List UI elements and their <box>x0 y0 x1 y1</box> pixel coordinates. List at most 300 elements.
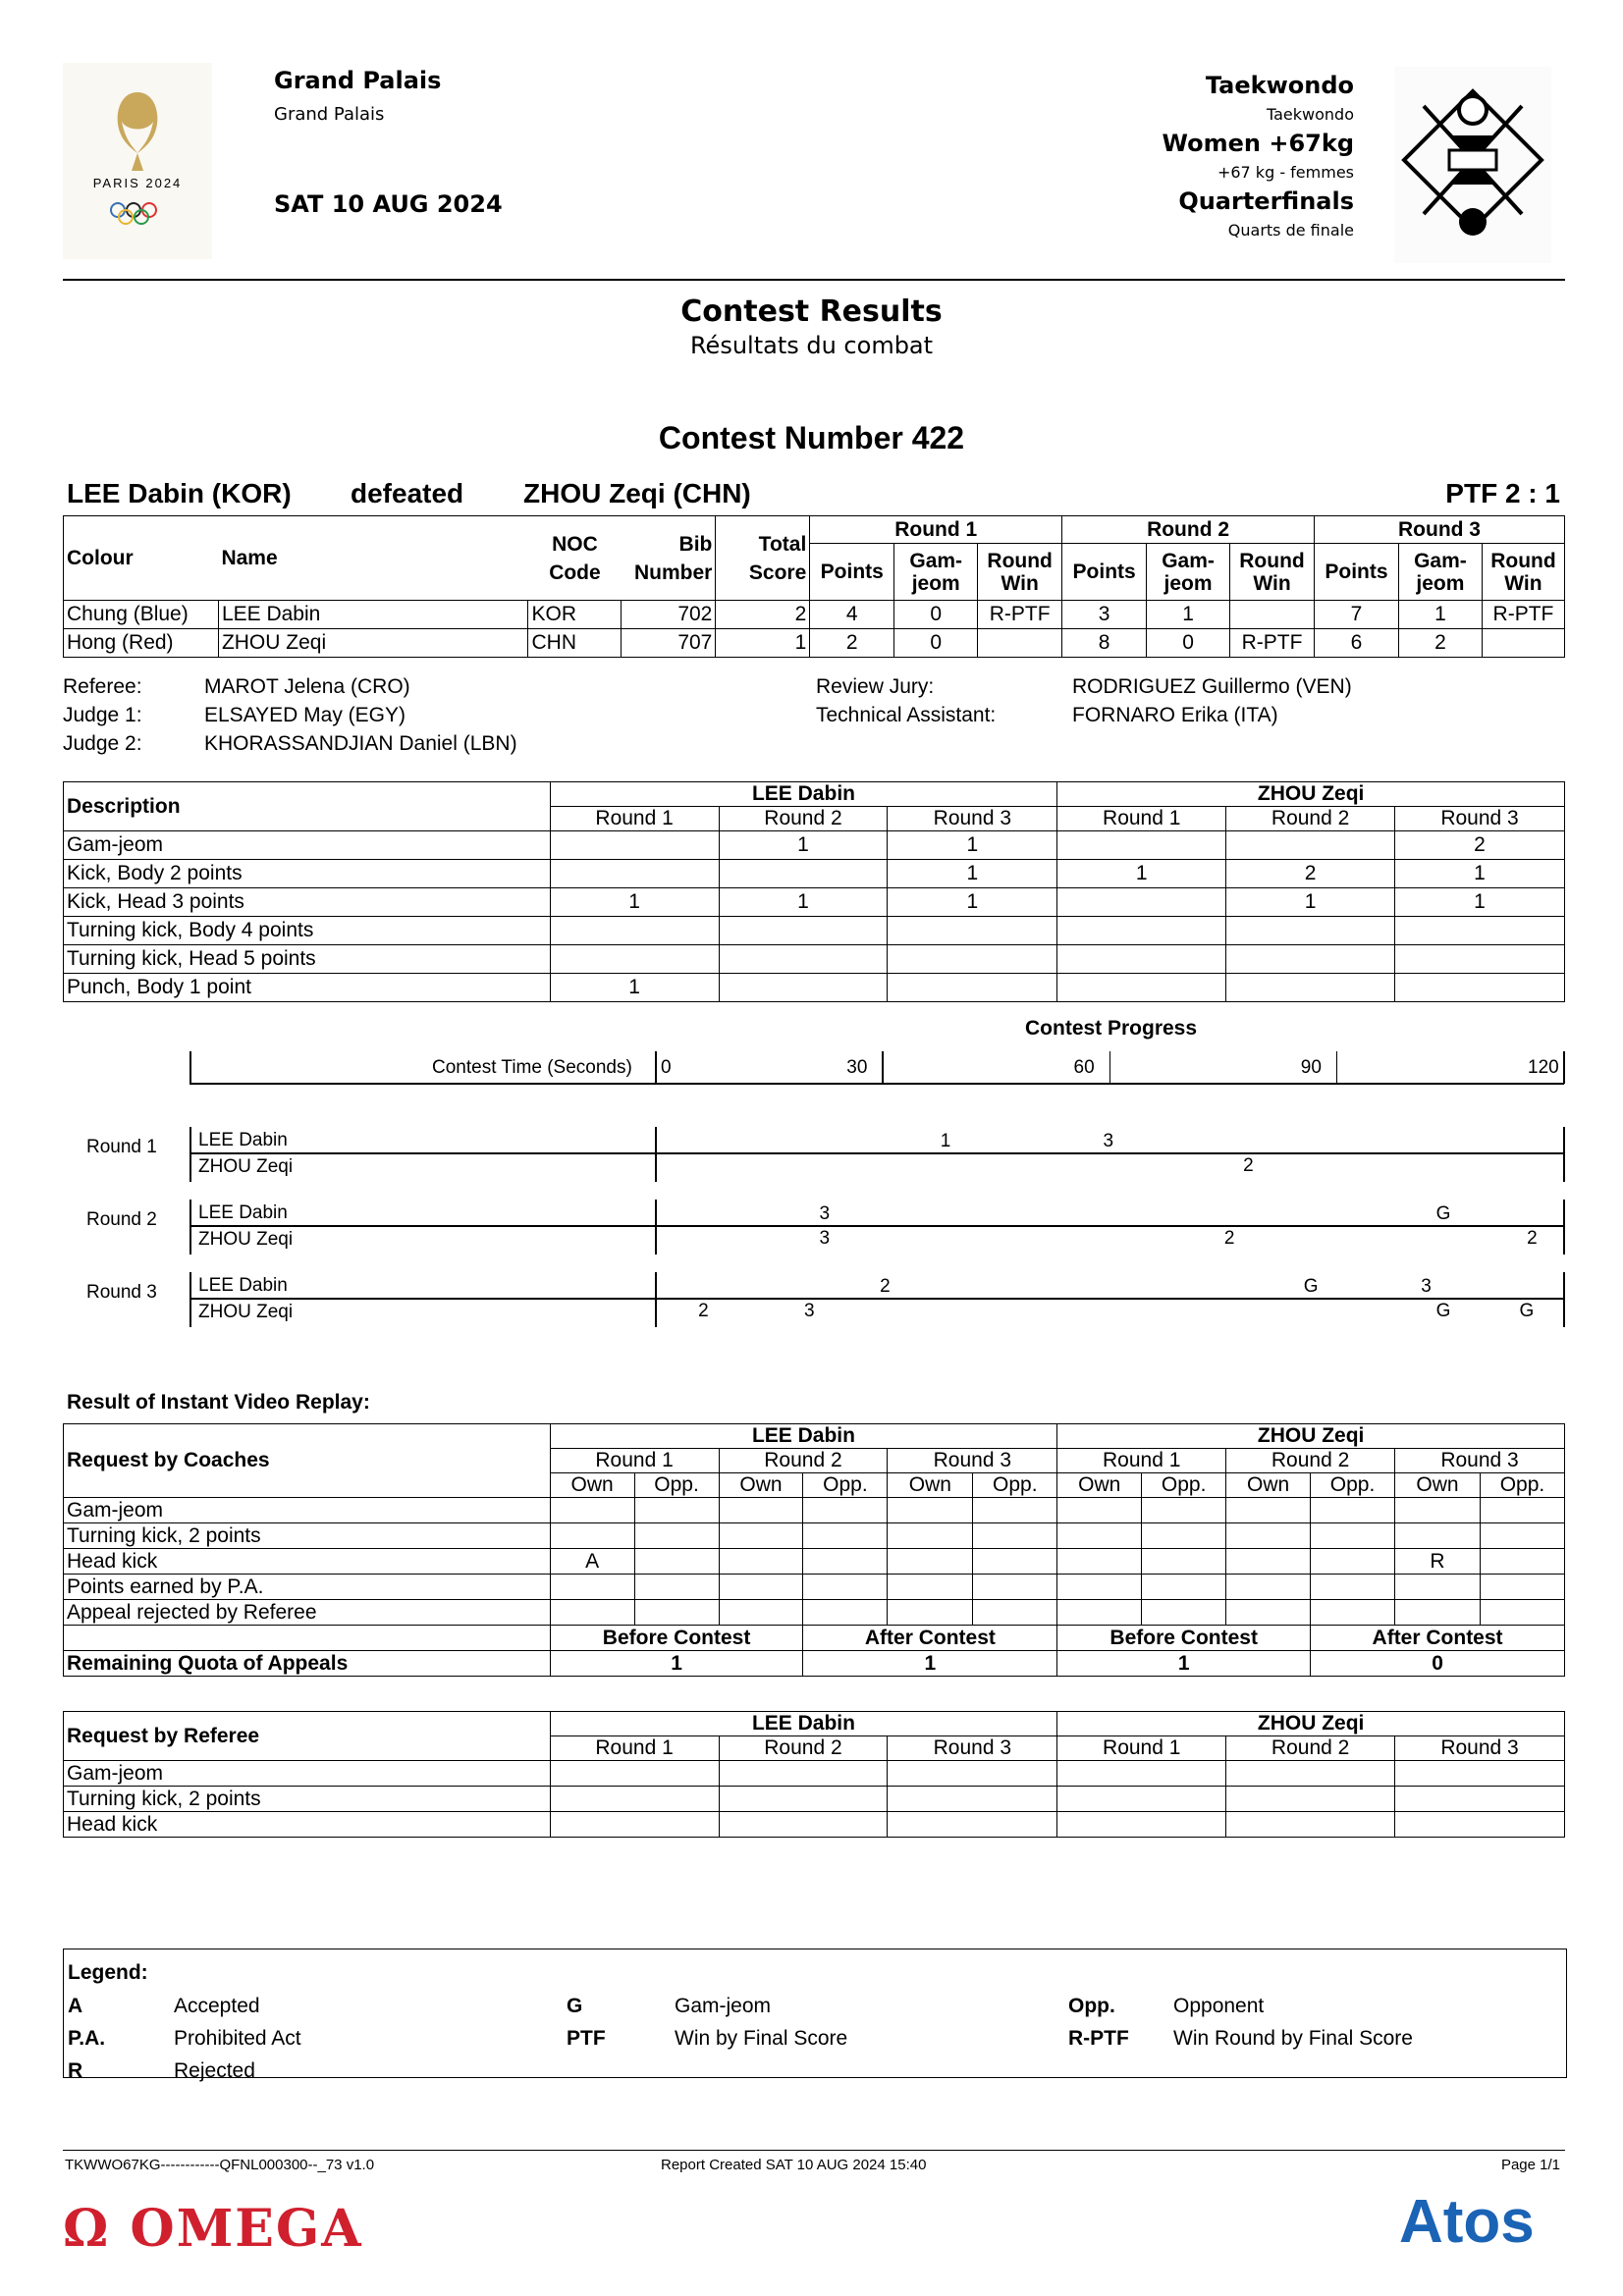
ref-cell <box>1057 1787 1226 1812</box>
ivr-cell <box>1142 1600 1226 1626</box>
ivr-row-label: Points earned by P.A. <box>64 1575 551 1600</box>
ivr-athlete2: ZHOU Zeqi <box>1057 1424 1565 1449</box>
ref-athlete2: ZHOU Zeqi <box>1057 1712 1565 1736</box>
desc-cell: 1 <box>888 888 1057 917</box>
ref-cell <box>1226 1761 1395 1787</box>
legend-key: A <box>68 1995 83 2017</box>
progress-tick-label: 120 <box>1528 1057 1559 1078</box>
ivr-cell <box>1057 1498 1142 1523</box>
page-title-fr: Résultats du combat <box>689 332 934 359</box>
cell-bib: 702 <box>622 601 716 629</box>
legend-value: Opponent <box>1173 1995 1265 2017</box>
desc-row-label: Turning kick, Head 5 points <box>64 945 551 974</box>
ivr-cell <box>1311 1523 1395 1549</box>
r1-gamjeom: Gam-jeom <box>894 544 978 601</box>
opp-header: Opp. <box>1480 1473 1564 1498</box>
judge2-label: Judge 2: <box>63 732 142 755</box>
phase-name: Quarterfinals <box>1178 187 1354 215</box>
progress-round-end <box>1563 1127 1565 1182</box>
ivr-a1-round1: Round 1 <box>550 1449 719 1473</box>
ivr-cell <box>1311 1498 1395 1523</box>
progress-tick-label: 30 <box>846 1057 868 1078</box>
progress-round-start <box>655 1272 657 1327</box>
legend-value: Win by Final Score <box>675 2027 848 2050</box>
progress-round-divider <box>189 1225 1564 1227</box>
progress-tick <box>1563 1051 1565 1084</box>
legend-value: Prohibited Act <box>174 2027 301 2050</box>
col-noc: NOC Code <box>528 516 622 601</box>
omega-logo: Ω OMEGA <box>63 2199 363 2259</box>
ivr-cell <box>1226 1523 1311 1549</box>
ivr-before-a1: Before Contest <box>550 1626 803 1651</box>
ivr-row <box>64 1575 1565 1600</box>
cell-r1p: 4 <box>810 601 894 629</box>
report-created: Report Created SAT 10 AUG 2024 15:40 <box>661 2157 927 2173</box>
cell-noc: KOR <box>528 601 622 629</box>
ref-cell <box>1395 1812 1565 1838</box>
ref-row-label: Gam-jeom <box>64 1761 551 1787</box>
page-number: Page 1/1 <box>1500 2157 1560 2173</box>
desc-athlete2: ZHOU Zeqi <box>1057 782 1565 807</box>
ivr-row-label: Head kick <box>64 1549 551 1575</box>
ref-a1-round3: Round 3 <box>888 1736 1057 1761</box>
ivr-cell <box>550 1575 634 1600</box>
r3-roundwin: Round Win <box>1482 544 1564 601</box>
ref-row-label: Turning kick, 2 points <box>64 1787 551 1812</box>
col-total: Total Score <box>716 516 810 601</box>
desc-a2-round2: Round 2 <box>1226 807 1395 831</box>
ref-row <box>64 1787 1565 1812</box>
ivr-cell <box>803 1575 888 1600</box>
opp-header: Opp. <box>634 1473 719 1498</box>
ref-cell <box>1057 1812 1226 1838</box>
ivr-cell <box>1480 1600 1564 1626</box>
desc-cell: 1 <box>888 860 1057 888</box>
col-bib: Bib Number <box>622 516 716 601</box>
referee-header: Request by Referee <box>64 1712 551 1761</box>
desc-cell: 1 <box>719 831 888 860</box>
ref-cell <box>1226 1787 1395 1812</box>
ivr-cell <box>1395 1523 1481 1549</box>
ivr-row-label: Turning kick, 2 points <box>64 1523 551 1549</box>
ivr-title: Result of Instant Video Replay: <box>67 1391 370 1414</box>
cell-r3p: 6 <box>1315 629 1399 658</box>
progress-axis-label: Contest Time (Seconds) <box>432 1057 632 1078</box>
ref-athlete1: LEE Dabin <box>550 1712 1057 1736</box>
col-colour: Colour <box>64 516 219 601</box>
cell-name: LEE Dabin <box>218 601 528 629</box>
ivr-cell <box>634 1549 719 1575</box>
final-result: PTF 2 : 1 <box>1445 478 1560 508</box>
own-header: Own <box>888 1473 973 1498</box>
tech-name: FORNARO Erika (ITA) <box>1072 704 1278 726</box>
footer-divider <box>63 2150 1565 2151</box>
desc-athlete1: LEE Dabin <box>550 782 1057 807</box>
ref-a2-round3: Round 3 <box>1395 1736 1565 1761</box>
own-header: Own <box>1226 1473 1311 1498</box>
progress-event-a1: G <box>1435 1203 1451 1224</box>
col-round2: Round 2 <box>1062 516 1315 544</box>
progress-athlete1: LEE Dabin <box>198 1275 288 1296</box>
ivr-cell <box>634 1523 719 1549</box>
event-date: SAT 10 AUG 2024 <box>274 190 503 218</box>
progress-round-left <box>189 1200 191 1255</box>
legend-key: R <box>68 2059 83 2082</box>
ivr-row <box>64 1600 1565 1626</box>
cell-r1g: 0 <box>894 601 978 629</box>
desc-cell: 1 <box>1395 888 1565 917</box>
ivr-cell <box>888 1575 973 1600</box>
ivr-cell <box>973 1498 1057 1523</box>
referee-name: MAROT Jelena (CRO) <box>204 675 410 698</box>
ivr-cell <box>888 1600 973 1626</box>
desc-a1-round2: Round 2 <box>719 807 888 831</box>
progress-tick <box>882 1051 884 1084</box>
progress-event-a2: G <box>1519 1301 1535 1321</box>
progress-round-left <box>189 1127 191 1182</box>
ivr-cell <box>1395 1600 1481 1626</box>
ivr-cell <box>1311 1600 1395 1626</box>
progress-axis-left <box>189 1051 191 1084</box>
coach-header: Request by Coaches <box>64 1424 551 1498</box>
ivr-a1-round3: Round 3 <box>888 1449 1057 1473</box>
ivr-cell <box>1057 1575 1142 1600</box>
r1-points: Points <box>810 544 894 601</box>
ref-cell <box>1057 1761 1226 1787</box>
ivr-row-label: Appeal rejected by Referee <box>64 1600 551 1626</box>
own-header: Own <box>550 1473 634 1498</box>
quota-value: 0 <box>1311 1651 1565 1677</box>
progress-tick-label: 90 <box>1300 1057 1322 1078</box>
cell-r2g: 0 <box>1147 629 1230 658</box>
progress-athlete2: ZHOU Zeqi <box>198 1302 294 1322</box>
progress-tick <box>1336 1051 1338 1084</box>
progress-event-a2: 3 <box>804 1301 815 1321</box>
legend-key: G <box>567 1995 583 2017</box>
ivr-cell <box>1226 1498 1311 1523</box>
ref-cell <box>1226 1812 1395 1838</box>
progress-tick-label: 60 <box>1073 1057 1095 1078</box>
ivr-cell <box>719 1498 803 1523</box>
ivr-cell <box>719 1575 803 1600</box>
ref-cell <box>719 1787 888 1812</box>
ref-cell <box>550 1761 719 1787</box>
ivr-cell <box>1057 1549 1142 1575</box>
ivr-cell <box>1311 1549 1395 1575</box>
phase-name-fr: Quarts de finale <box>1227 221 1354 240</box>
cell-r2g: 1 <box>1147 601 1230 629</box>
ivr-cell <box>1057 1523 1142 1549</box>
ivr-row <box>64 1523 1565 1549</box>
ivr-cell <box>1057 1600 1142 1626</box>
progress-athlete2: ZHOU Zeqi <box>198 1156 294 1177</box>
ivr-cell <box>550 1498 634 1523</box>
opp-header: Opp. <box>1142 1473 1226 1498</box>
ivr-cell <box>634 1575 719 1600</box>
r2-points: Points <box>1062 544 1147 601</box>
ivr-row-label: Gam-jeom <box>64 1498 551 1523</box>
cell-r3g: 2 <box>1398 629 1482 658</box>
ivr-cell <box>1142 1549 1226 1575</box>
progress-axis-baseline <box>189 1083 1564 1085</box>
ivr-cell <box>634 1600 719 1626</box>
winner-name: LEE Dabin (KOR) <box>67 478 292 508</box>
r2-gamjeom: Gam-jeom <box>1147 544 1230 601</box>
ivr-before-a2: Before Contest <box>1057 1626 1311 1651</box>
ivr-cell <box>1142 1523 1226 1549</box>
legend-value: Accepted <box>174 1995 260 2017</box>
legend-value: Win Round by Final Score <box>1173 2027 1413 2050</box>
desc-row-label: Turning kick, Body 4 points <box>64 917 551 945</box>
col-round3: Round 3 <box>1315 516 1565 544</box>
ivr-cell <box>803 1549 888 1575</box>
progress-round-divider <box>189 1152 1564 1154</box>
progress-event-a1: 1 <box>940 1131 951 1151</box>
progress-round-end <box>1563 1200 1565 1255</box>
quota-value: 1 <box>803 1651 1057 1677</box>
progress-athlete1: LEE Dabin <box>198 1202 288 1223</box>
ref-cell <box>888 1787 1057 1812</box>
progress-round-start <box>655 1200 657 1255</box>
cell-r2w: R-PTF <box>1230 629 1315 658</box>
legend-title: Legend: <box>68 1961 148 1984</box>
ref-cell <box>719 1812 888 1838</box>
ref-row <box>64 1761 1565 1787</box>
r1-roundwin: Round Win <box>978 544 1062 601</box>
referee-requests-table <box>63 1711 1565 1838</box>
ivr-cell <box>719 1523 803 1549</box>
ivr-after-a1: After Contest <box>803 1626 1057 1651</box>
ref-row-label: Head kick <box>64 1812 551 1838</box>
quota-value: 1 <box>550 1651 803 1677</box>
legend <box>63 1949 1567 2082</box>
ivr-athlete1: LEE Dabin <box>550 1424 1057 1449</box>
ivr-cell <box>888 1549 973 1575</box>
ref-a2-round2: Round 2 <box>1226 1736 1395 1761</box>
progress-tick <box>1109 1051 1111 1084</box>
cell-colour: Hong (Red) <box>64 629 219 658</box>
cell-colour: Chung (Blue) <box>64 601 219 629</box>
sport-name-fr: Taekwondo <box>1267 105 1354 124</box>
ivr-row <box>64 1549 1565 1575</box>
legend-value: Rejected <box>174 2059 255 2082</box>
legend-key: P.A. <box>68 2027 106 2050</box>
ivr-cell <box>1226 1549 1311 1575</box>
ivr-cell <box>1142 1575 1226 1600</box>
ivr-row <box>64 1498 1565 1523</box>
ivr-cell: A <box>550 1549 634 1575</box>
ivr-cell: R <box>1395 1549 1481 1575</box>
cell-r1g: 0 <box>894 629 978 658</box>
progress-event-a1: 2 <box>880 1276 891 1297</box>
ivr-cell <box>803 1498 888 1523</box>
quota-value: 1 <box>1057 1651 1311 1677</box>
ref-a1-round2: Round 2 <box>719 1736 888 1761</box>
ivr-cell <box>1226 1600 1311 1626</box>
legend-value: Gam-jeom <box>675 1995 772 2017</box>
opp-header: Opp. <box>973 1473 1057 1498</box>
ref-cell <box>719 1761 888 1787</box>
legend-key: Opp. <box>1068 1995 1115 2017</box>
ivr-cell <box>1480 1549 1564 1575</box>
ivr-cell <box>550 1600 634 1626</box>
desc-cell: 1 <box>550 974 719 1002</box>
progress-round-label: Round 2 <box>86 1209 157 1230</box>
omega-symbol-icon: Ω <box>63 2199 111 2259</box>
col-name: Name <box>218 516 528 601</box>
cell-bib: 707 <box>622 629 716 658</box>
ivr-cell <box>634 1498 719 1523</box>
outcome-verb: defeated <box>351 478 464 508</box>
ivr-cell <box>1395 1498 1481 1523</box>
cell-r2p: 3 <box>1062 601 1147 629</box>
progress-round-label: Round 3 <box>86 1282 157 1303</box>
judge2-name: KHORASSANDJIAN Daniel (LBN) <box>204 732 517 755</box>
desc-a2-round1: Round 1 <box>1057 807 1226 831</box>
sport-name: Taekwondo <box>1205 72 1354 99</box>
ref-cell <box>888 1812 1057 1838</box>
event-name-fr: +67 kg - femmes <box>1217 163 1354 182</box>
r3-gamjeom: Gam-jeom <box>1398 544 1482 601</box>
ivr-cell <box>1142 1498 1226 1523</box>
progress-round-end <box>1563 1272 1565 1327</box>
progress-athlete1: LEE Dabin <box>198 1130 288 1150</box>
progress-event-a1: 3 <box>819 1203 831 1224</box>
desc-a2-round3: Round 3 <box>1395 807 1565 831</box>
progress-event-a2: 2 <box>1223 1228 1235 1249</box>
venue-name-fr: Grand Palais <box>274 104 385 125</box>
ivr-cell <box>973 1575 1057 1600</box>
desc-header: Description <box>64 782 551 831</box>
cell-total: 2 <box>716 601 810 629</box>
desc-a1-round1: Round 1 <box>550 807 719 831</box>
desc-row-label: Kick, Body 2 points <box>64 860 551 888</box>
r3-points: Points <box>1315 544 1399 601</box>
col-round1: Round 1 <box>810 516 1062 544</box>
review-label: Review Jury: <box>816 675 935 698</box>
opp-header: Opp. <box>803 1473 888 1498</box>
ivr-cell <box>1480 1498 1564 1523</box>
progress-athlete2: ZHOU Zeqi <box>198 1229 294 1250</box>
progress-event-a2: 2 <box>1243 1155 1254 1176</box>
ivr-cell <box>973 1549 1057 1575</box>
progress-event-a2: 2 <box>1527 1228 1538 1249</box>
loser-name: ZHOU Zeqi (CHN) <box>523 478 751 508</box>
progress-tick <box>655 1051 657 1084</box>
ivr-cell <box>888 1498 973 1523</box>
ivr-a2-round1: Round 1 <box>1057 1449 1226 1473</box>
progress-event-a2: 2 <box>698 1301 709 1321</box>
cell-r2p: 8 <box>1062 629 1147 658</box>
progress-round-divider <box>189 1298 1564 1300</box>
cell-r1w: R-PTF <box>978 601 1062 629</box>
desc-row-label: Gam-jeom <box>64 831 551 860</box>
progress-round-label: Round 1 <box>86 1137 157 1157</box>
logo-text: PARIS 2024 <box>92 176 183 190</box>
ivr-after-a2: After Contest <box>1311 1626 1565 1651</box>
progress-event-a2: 3 <box>819 1228 831 1249</box>
ivr-cell <box>803 1600 888 1626</box>
event-name: Women +67kg <box>1162 130 1354 157</box>
ivr-a1-round2: Round 2 <box>719 1449 888 1473</box>
referee-label: Referee: <box>63 675 142 698</box>
desc-cell: 2 <box>1395 831 1565 860</box>
progress-event-a1: 3 <box>1421 1276 1432 1297</box>
desc-cell: 1 <box>888 831 1057 860</box>
ivr-cell <box>888 1523 973 1549</box>
ref-a2-round1: Round 1 <box>1057 1736 1226 1761</box>
cell-total: 1 <box>716 629 810 658</box>
ivr-cell <box>719 1600 803 1626</box>
ref-cell <box>550 1812 719 1838</box>
ref-cell <box>1395 1761 1565 1787</box>
opp-header: Opp. <box>1311 1473 1395 1498</box>
ref-a1-round1: Round 1 <box>550 1736 719 1761</box>
progress-round-start <box>655 1127 657 1182</box>
cell-r1p: 2 <box>810 629 894 658</box>
judge1-name: ELSAYED May (EGY) <box>204 704 406 726</box>
ivr-cell <box>1480 1523 1564 1549</box>
ivr-cell <box>550 1523 634 1549</box>
venue-name: Grand Palais <box>274 67 442 94</box>
cell-r3p: 7 <box>1315 601 1399 629</box>
progress-round-left <box>189 1272 191 1327</box>
ivr-cell <box>803 1523 888 1549</box>
ivr-cell <box>719 1549 803 1575</box>
quota-label: Remaining Quota of Appeals <box>64 1651 551 1677</box>
legend-key: R-PTF <box>1068 2027 1129 2050</box>
ivr-cell <box>1480 1575 1564 1600</box>
desc-cell: 1 <box>1395 860 1565 888</box>
contest-number: Contest Number 422 <box>658 420 965 455</box>
desc-row-label: Punch, Body 1 point <box>64 974 551 1002</box>
cell-noc: CHN <box>528 629 622 658</box>
progress-event-a1: 3 <box>1103 1131 1114 1151</box>
desc-cell: 1 <box>1057 860 1226 888</box>
desc-a1-round3: Round 3 <box>888 807 1057 831</box>
cell-r3w: R-PTF <box>1482 601 1564 629</box>
desc-cell: 1 <box>550 888 719 917</box>
own-header: Own <box>1057 1473 1142 1498</box>
progress-event-a1: G <box>1303 1276 1319 1297</box>
progress-tick-label: 0 <box>661 1057 672 1078</box>
progress-event-a2: G <box>1435 1301 1451 1321</box>
ivr-cell <box>1226 1575 1311 1600</box>
ivr-cell <box>973 1523 1057 1549</box>
ivr-cell <box>1311 1575 1395 1600</box>
progress-title: Contest Progress <box>1025 1017 1198 1040</box>
atos-logo: Atos <box>1399 2188 1535 2256</box>
ref-cell <box>1395 1787 1565 1812</box>
ivr-a2-round3: Round 3 <box>1395 1449 1565 1473</box>
review-name: RODRIGUEZ Guillermo (VEN) <box>1072 675 1352 698</box>
tech-label: Technical Assistant: <box>816 704 997 726</box>
ref-cell <box>550 1787 719 1812</box>
r2-roundwin: Round Win <box>1230 544 1315 601</box>
ref-cell <box>888 1761 1057 1787</box>
judge1-label: Judge 1: <box>63 704 142 726</box>
desc-cell: 2 <box>1226 860 1395 888</box>
ref-row <box>64 1812 1565 1838</box>
coach-requests-table <box>63 1423 1565 1677</box>
cell-name: ZHOU Zeqi <box>218 629 528 658</box>
ivr-cell <box>973 1600 1057 1626</box>
desc-row-label: Kick, Head 3 points <box>64 888 551 917</box>
desc-cell: 1 <box>1226 888 1395 917</box>
own-header: Own <box>1395 1473 1481 1498</box>
legend-key: PTF <box>567 2027 606 2050</box>
own-header: Own <box>719 1473 803 1498</box>
